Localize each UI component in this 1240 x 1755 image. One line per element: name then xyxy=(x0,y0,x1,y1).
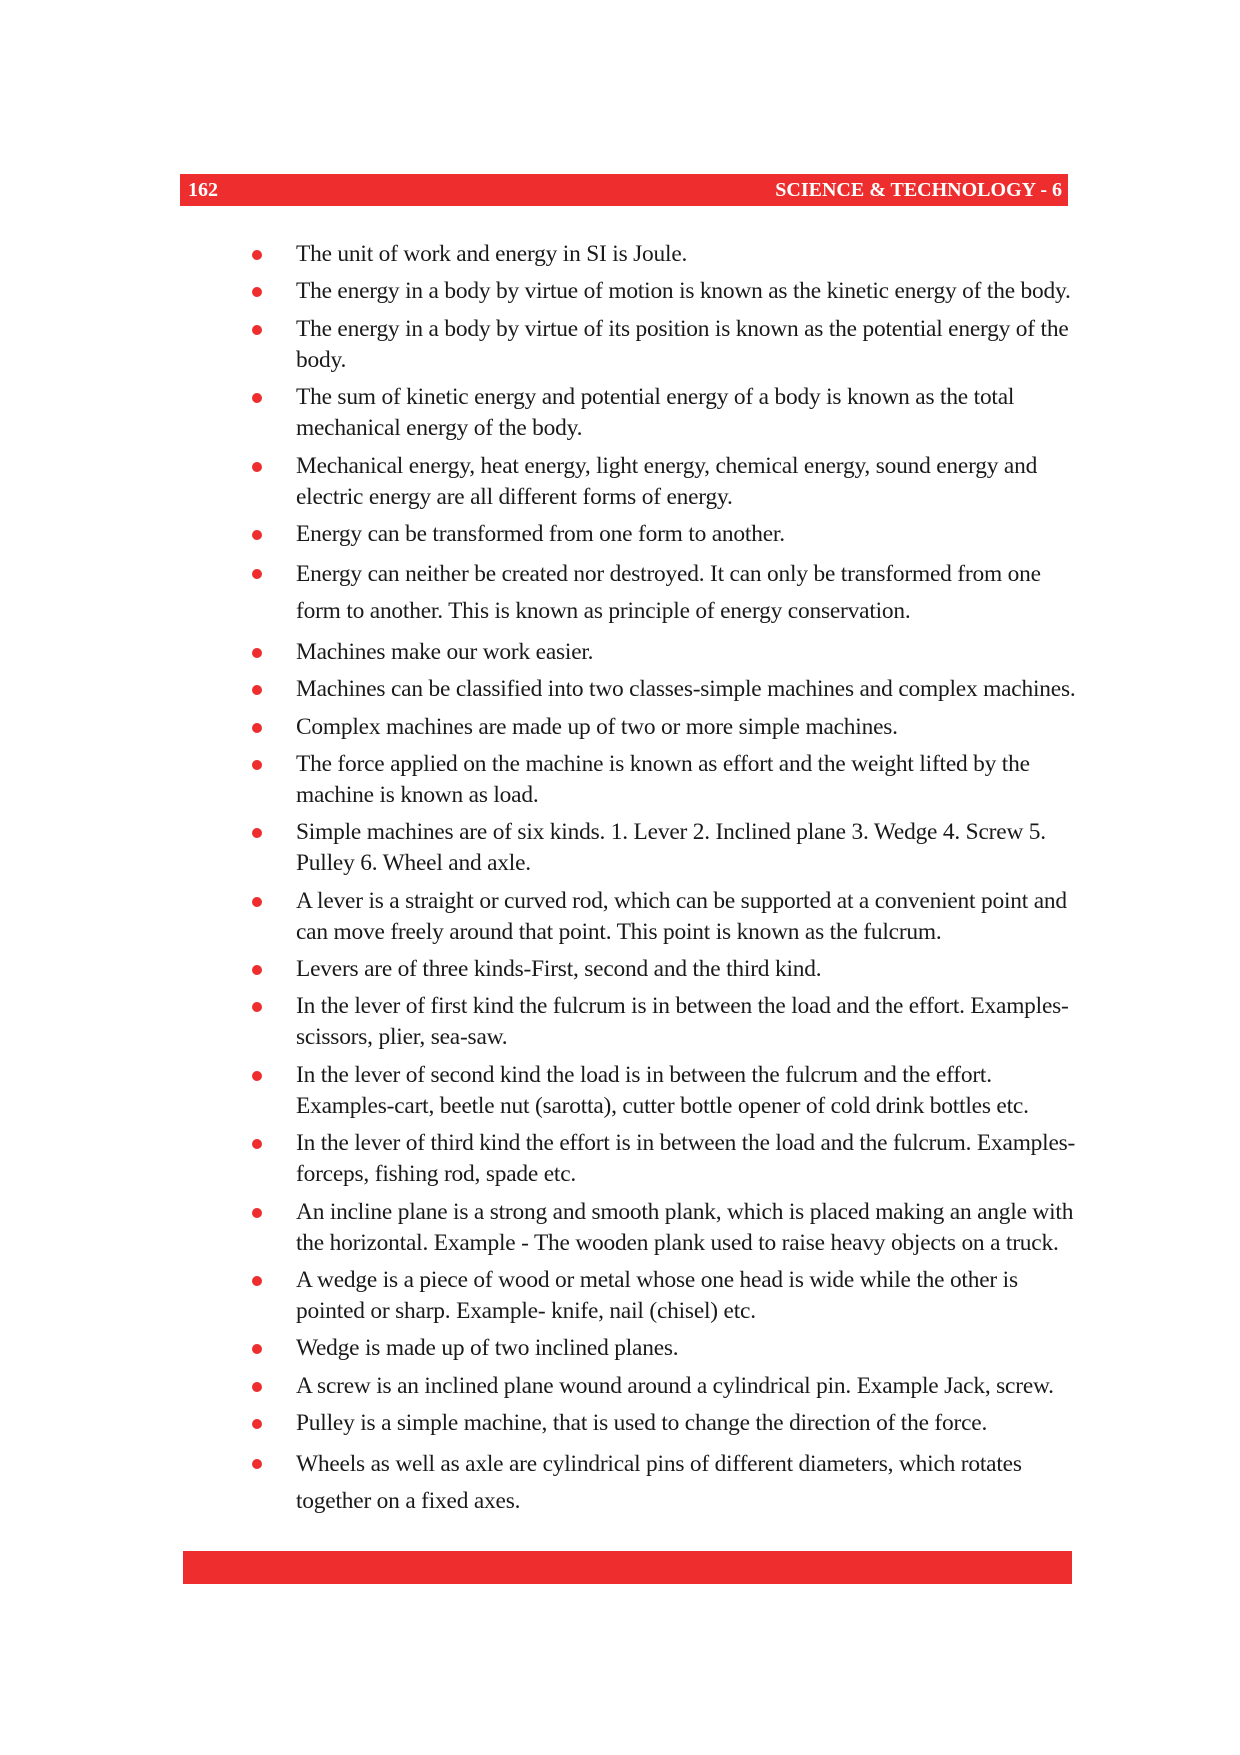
summary-list xyxy=(248,239,1078,1526)
list-item-text: Energy can neither be created nor destroyed. It can only be transformed from one form to another. This is known as principle of energy conservation. xyxy=(296,561,1041,625)
list-item xyxy=(248,276,1078,307)
list-item-text: The unit of work and energy in SI is Joule. xyxy=(296,241,688,267)
bullet-icon xyxy=(252,250,262,260)
bullet-icon xyxy=(252,1382,262,1392)
list-item xyxy=(248,817,1078,879)
bullet-icon xyxy=(252,287,262,297)
list-item xyxy=(248,239,1078,270)
list-item-text: Machines make our work easier. xyxy=(296,638,594,665)
list-item xyxy=(248,954,1078,985)
list-item-text: Mechanical energy, heat energy, light energy, chemical energy, sound energy and electric energy are all different forms of energy. xyxy=(296,452,1038,510)
list-item xyxy=(248,749,1078,811)
list-item xyxy=(248,382,1078,444)
list-item-text: The sum of kinetic energy and potential energy of a body is known as the total mechanical energy of the body. xyxy=(296,384,1015,442)
bullet-icon xyxy=(252,760,262,770)
list-item xyxy=(248,1265,1078,1327)
list-item-text: Levers are of three kinds-First, second and the third kind. xyxy=(296,956,822,983)
bullet-icon xyxy=(252,1419,262,1429)
bullet-icon xyxy=(252,325,262,335)
bullet-icon xyxy=(252,965,262,975)
list-item xyxy=(248,451,1078,513)
bullet-icon xyxy=(252,1459,262,1469)
list-item xyxy=(248,637,1078,668)
list-item xyxy=(248,519,1078,550)
bullet-icon xyxy=(252,648,262,658)
list-item xyxy=(248,886,1078,948)
bullet-icon xyxy=(252,530,262,540)
bullet-icon xyxy=(252,723,262,733)
bullet-icon xyxy=(252,569,262,579)
list-item xyxy=(248,556,1078,630)
list-item xyxy=(248,712,1078,743)
list-item-text: In the lever of second kind the load is in between the fulcrum and the effort. Examples-cart, beetle nut (sarotta), cutter bottle opener of cold drink bottles etc. xyxy=(296,1061,1029,1119)
list-item xyxy=(248,1060,1078,1122)
list-item-text: Simple machines are of six kinds. 1. Lever 2. Inclined plane 3. Wedge 4. Screw 5. Pulley 6. Wheel and axle. xyxy=(296,819,1046,877)
bullet-icon xyxy=(252,685,262,695)
bullet-icon xyxy=(252,1344,262,1354)
bullet-icon xyxy=(252,1139,262,1149)
list-item-text: Machines can be classified into two classes-simple machines and complex machines. xyxy=(296,676,1076,703)
list-item xyxy=(248,1333,1078,1364)
list-item xyxy=(248,1197,1078,1259)
bullet-icon xyxy=(252,897,262,907)
book-title: SCIENCE & TECHNOLOGY - 6 xyxy=(775,178,1062,201)
list-item-text: A lever is a straight or curved rod, which can be supported at a convenient point and can move freely around that point. This point is known as the fulcrum. xyxy=(296,887,1067,945)
bullet-icon xyxy=(252,828,262,838)
list-item-text: The energy in a body by virtue of its position is known as the potential energy of the body. xyxy=(296,315,1069,373)
list-item xyxy=(248,991,1078,1053)
list-item-text: A screw is an inclined plane wound around a cylindrical pin. Example Jack, screw. xyxy=(296,1372,1054,1399)
list-item-text: Complex machines are made up of two or more simple machines. xyxy=(296,713,898,740)
list-item xyxy=(248,1128,1078,1190)
list-item xyxy=(248,314,1078,376)
bullet-icon xyxy=(252,1071,262,1081)
list-item-text: The force applied on the machine is known as effort and the weight lifted by the machine is known as load. xyxy=(296,750,1030,808)
page-number: 162 xyxy=(188,178,218,201)
list-item xyxy=(248,1446,1078,1520)
list-item-text: The energy in a body by virtue of motion is known as the kinetic energy of the body. xyxy=(296,278,1071,305)
list-item-text: Energy can be transformed from one form to another. xyxy=(296,520,785,547)
page-footer-bar xyxy=(183,1551,1072,1584)
bullet-icon xyxy=(252,393,262,403)
list-item-text: In the lever of third kind the effort is in between the load and the fulcrum. Examples-forceps, fishing rod, spade etc. xyxy=(296,1130,1076,1188)
list-item-text: An incline plane is a strong and smooth plank, which is placed making an angle with the horizontal. Example - The wooden plank used to raise heavy objects on a truck. xyxy=(296,1198,1074,1256)
list-item-text: Pulley is a simple machine, that is used to change the direction of the force. xyxy=(296,1410,988,1437)
list-item-text: Wheels as well as axle are cylindrical pins of different diameters, which rotates together on a fixed axes. xyxy=(296,1450,1022,1514)
bullet-icon xyxy=(252,462,262,472)
page-header xyxy=(180,174,1068,206)
bullet-icon xyxy=(252,1276,262,1286)
list-item xyxy=(248,1408,1078,1439)
list-item-text: Wedge is made up of two inclined planes. xyxy=(296,1335,679,1362)
list-item xyxy=(248,1371,1078,1402)
list-item-text: In the lever of first kind the fulcrum is in between the load and the effort. Examples-scissors, plier, sea-saw. xyxy=(296,993,1069,1051)
bullet-icon xyxy=(252,1002,262,1012)
list-item xyxy=(248,674,1078,705)
list-item-text: A wedge is a piece of wood or metal whose one head is wide while the other is pointed or sharp. Example- knife, nail (chisel) etc. xyxy=(296,1267,1018,1325)
bullet-icon xyxy=(252,1208,262,1218)
